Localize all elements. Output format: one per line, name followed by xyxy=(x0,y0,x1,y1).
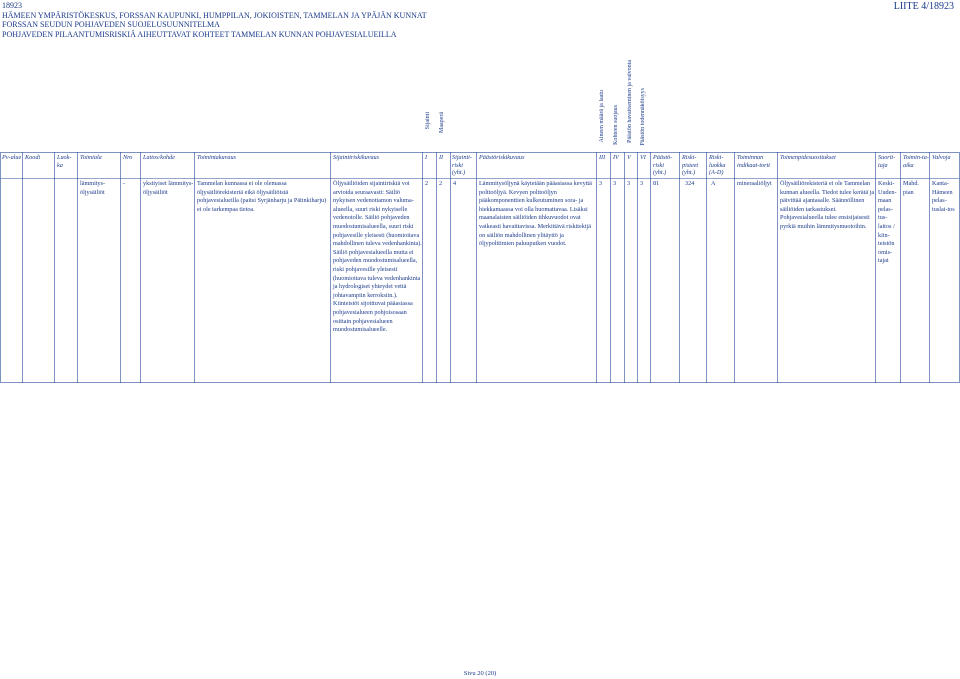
header-kohteen-suojaus: Kohteen suojaus xyxy=(613,105,619,145)
cell-toiminnan-indikaattorit: mineraaliöljyt xyxy=(737,180,772,187)
header-sijainti: Sijainti xyxy=(425,112,431,130)
col-ii: II xyxy=(439,154,444,161)
col-nro: Nro xyxy=(123,154,133,161)
col-toiminnan-indikaattorit: Toiminnan indikaat-torit xyxy=(737,154,770,169)
col-riskiluokka: Riski-luokka (A-D) xyxy=(709,154,726,176)
cell-iv: 3 xyxy=(613,180,617,187)
cell-toimenpidesuositukset: Öljysäiliörekisteriä ei ole Tammelan kunnan alueella. Tiedot tulee kerätä ja päivittää ajantasalle. Säännöllinen säiliöiden tarkastukset. Pohjavesialueella tulee ensisijaisesti pyrkiä muihin lämmitysmuotoihin. xyxy=(780,180,875,230)
header-paaston-havaitseminen: Päästön havaitseminen ja valvonta xyxy=(627,60,633,143)
col-toimenpidesuositukset: Toimenpidesuositukset xyxy=(780,154,836,161)
col-vi: VI xyxy=(640,154,646,161)
col-riskipisteet: Riski-pisteet (yht.) xyxy=(682,154,699,176)
cell-paastoriskikuvaus: Lämmitysöljynä käytetään pääasiassa kevyttä polttoöljyä. Kevyen polttoöljyn pääkomponenttien kulkeutuminen sora- ja hiekkamaassa voi olla huomattavaa. Lisäksi maanalaisten säiliöiden tihkuvuodot ovat vaikeasti havaittavissa. Merkittävä riskitekijä on säiliön mahdollinen ylitäyttö ja öljypolttimien paluuputken vuodot. xyxy=(479,180,592,248)
col-sijaintiriski: Sijainti-riski (yht.) xyxy=(452,154,472,176)
cell-riskipisteet: 324 xyxy=(685,180,695,187)
col-koodi: Koodi xyxy=(25,154,41,161)
col-laitos-kohde: Laitos/kohde xyxy=(143,154,175,161)
table-title: POHJAVEDEN PILAANTUMISRISKIÄ AIHEUTTAVAT KOHTEET TAMMELAN KUNNAN POHJAVESIALUEILLA xyxy=(2,29,397,39)
cell-nro: - xyxy=(123,180,126,187)
cell-sijaintiriski: 4 xyxy=(453,180,457,187)
col-paastoriski: Päästö-riski (yht.) xyxy=(653,154,673,176)
col-suorittaja: Suorit-taja xyxy=(878,154,896,169)
col-iii: III xyxy=(599,154,606,161)
col-pv-alue: Pv-alue xyxy=(2,154,22,161)
cell-vi: 3 xyxy=(640,180,644,187)
cell-riskiluokka: A xyxy=(711,180,716,187)
cell-suorittaja: Keski-Uuden-maan pelas-tus-laitos / kiin-teistön omis-tajat xyxy=(878,180,897,265)
cell-paastoriski: 81 xyxy=(653,180,660,187)
appendix-label: LIITE 4/18923 xyxy=(893,1,954,12)
col-paastoriskikuvaus: Päästöriskikuvaus xyxy=(479,154,525,161)
col-toimintakuvaus: Toimintakuvaus xyxy=(197,154,236,161)
cell-sijaintiriskikuvaus: Öljysäiliöiden sijaintiriskiä voi arvioida seuraavasti: Säiliö nykyisen vedenottamon valuma-alueella, suuri riski nykyiselle vedenotolle. Säiliö pohjaveden muodostumisalueella, suuri riski pohjavesille yleisesti (huomioitava mahdollinen tuleva vedenhankinta). Säiliö pohjavesialueella mutta ei pohjaveden muodostumisalueella, riski pohjavesille yleisesti (huomioitava tuleva vedenhankinta ja hydrologiset yhteydet vettä johtavampiin kerroksiin.). Kiinteistöt sijoittuvat pääasiassa pohjavesialueen pohjoisosaan osittain pohjavesialueen muodostumisalueelle. xyxy=(333,180,422,334)
cell-valvoja: Kanta-Hämeen pelas-tuslai-tos xyxy=(932,180,955,213)
document-number: 18923 xyxy=(2,1,22,10)
col-valvoja: Valvoja xyxy=(932,154,951,161)
col-sijaintiriskikuvaus: Sijaintiriskikuvaus xyxy=(333,154,380,161)
col-v: V xyxy=(627,154,631,161)
cell-v: 3 xyxy=(627,180,631,187)
col-toteutusaika: Toimin-ta-aika xyxy=(903,154,929,169)
header-maapera: Maaperä xyxy=(439,112,445,133)
col-luokka: Luok-ka xyxy=(57,154,72,169)
cell-toteutusaika: Mahd. pian xyxy=(903,180,919,196)
header-aineen-maara: Aineen määrä ja laatu xyxy=(599,90,605,143)
col-toimiala: Toimiala xyxy=(80,154,102,161)
cell-toimiala: lämmitys-öljysäiliöt xyxy=(80,180,106,196)
cell-laitos-kohde: yksityiset lämmitys-öljysäiliöt xyxy=(143,180,194,196)
cell-iii: 3 xyxy=(599,180,603,187)
plan-title: FORSSAN SEUDUN POHJAVEDEN SUOJELUSUUNNITELMA xyxy=(2,20,220,29)
col-i: I xyxy=(425,154,428,161)
header-paaston-todennakoisyys: Päästön todennäköisyys xyxy=(640,88,646,146)
page-number: Sivu 20 (20) xyxy=(463,670,497,677)
cell-toimintakuvaus: Tammelan kunnassa ei ole olemassa öljysäiliörekisteriä eikä öljysäiliöistä pohjavesialueilla (paitsi Syrjänharju ja Pätinkiharju) ei ole tarkempaa tietoa. xyxy=(197,180,327,213)
cell-i: 2 xyxy=(425,180,429,187)
organization-line: HÄMEEN YMPÄRISTÖKESKUS, FORSSAN KAUPUNKI, HUMPPILAN, JOKIOISTEN, TAMMELAN JA YPÄJÄN KUNNAT xyxy=(2,10,427,20)
col-iv: IV xyxy=(613,154,619,161)
cell-ii: 2 xyxy=(439,180,443,187)
